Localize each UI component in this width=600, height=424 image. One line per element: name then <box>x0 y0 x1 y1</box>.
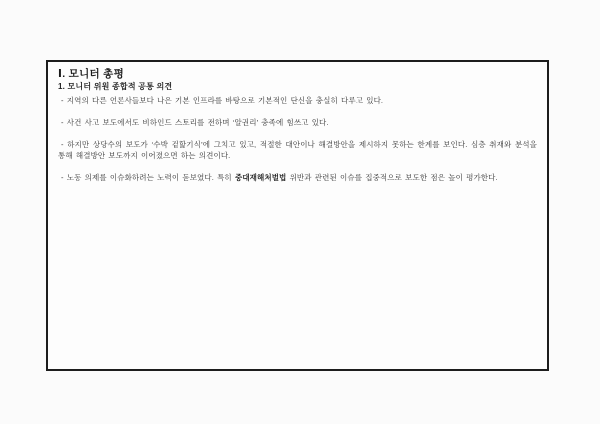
report-border-box <box>46 60 549 371</box>
bullet-infrastructure: - 지역의 다른 언론사들보다 나은 기본 인프라를 바탕으로 기본적인 단신을 충실히 다루고 있다. <box>61 96 384 105</box>
section-heading: 1. 모니터 위원 종합적 공통 의견 <box>58 82 173 91</box>
bullet-labor-prefix: - 노동 의제를 이슈화하려는 노력이 돋보였다. 특히 <box>61 173 235 182</box>
bullet-labor-agenda <box>58 172 537 183</box>
bullet-labor-emphasis: 중대재해처벌법 <box>234 173 287 182</box>
bullet-labor-suffix: 위반과 관련된 이슈를 집중적으로 보도한 점은 높이 평가한다. <box>286 173 498 182</box>
page-title: Ⅰ. 모니터 총평 <box>58 68 125 80</box>
bullet-limitations: - 하지만 상당수의 보도가 ‘수박 겉핥기식’에 그치고 있고, 적절한 대안이나 해결방안을 제시하지 못하는 한계를 보인다. 심층 취재와 분석을 통해 해결방안 보도까지 이어졌으면 하는 의견이다. <box>58 140 537 160</box>
bullet-behind-story: - 사건 사고 보도에서도 비하인드 스토리를 전하며 ‘알권리’ 충족에 힘쓰고 있다. <box>61 118 329 127</box>
